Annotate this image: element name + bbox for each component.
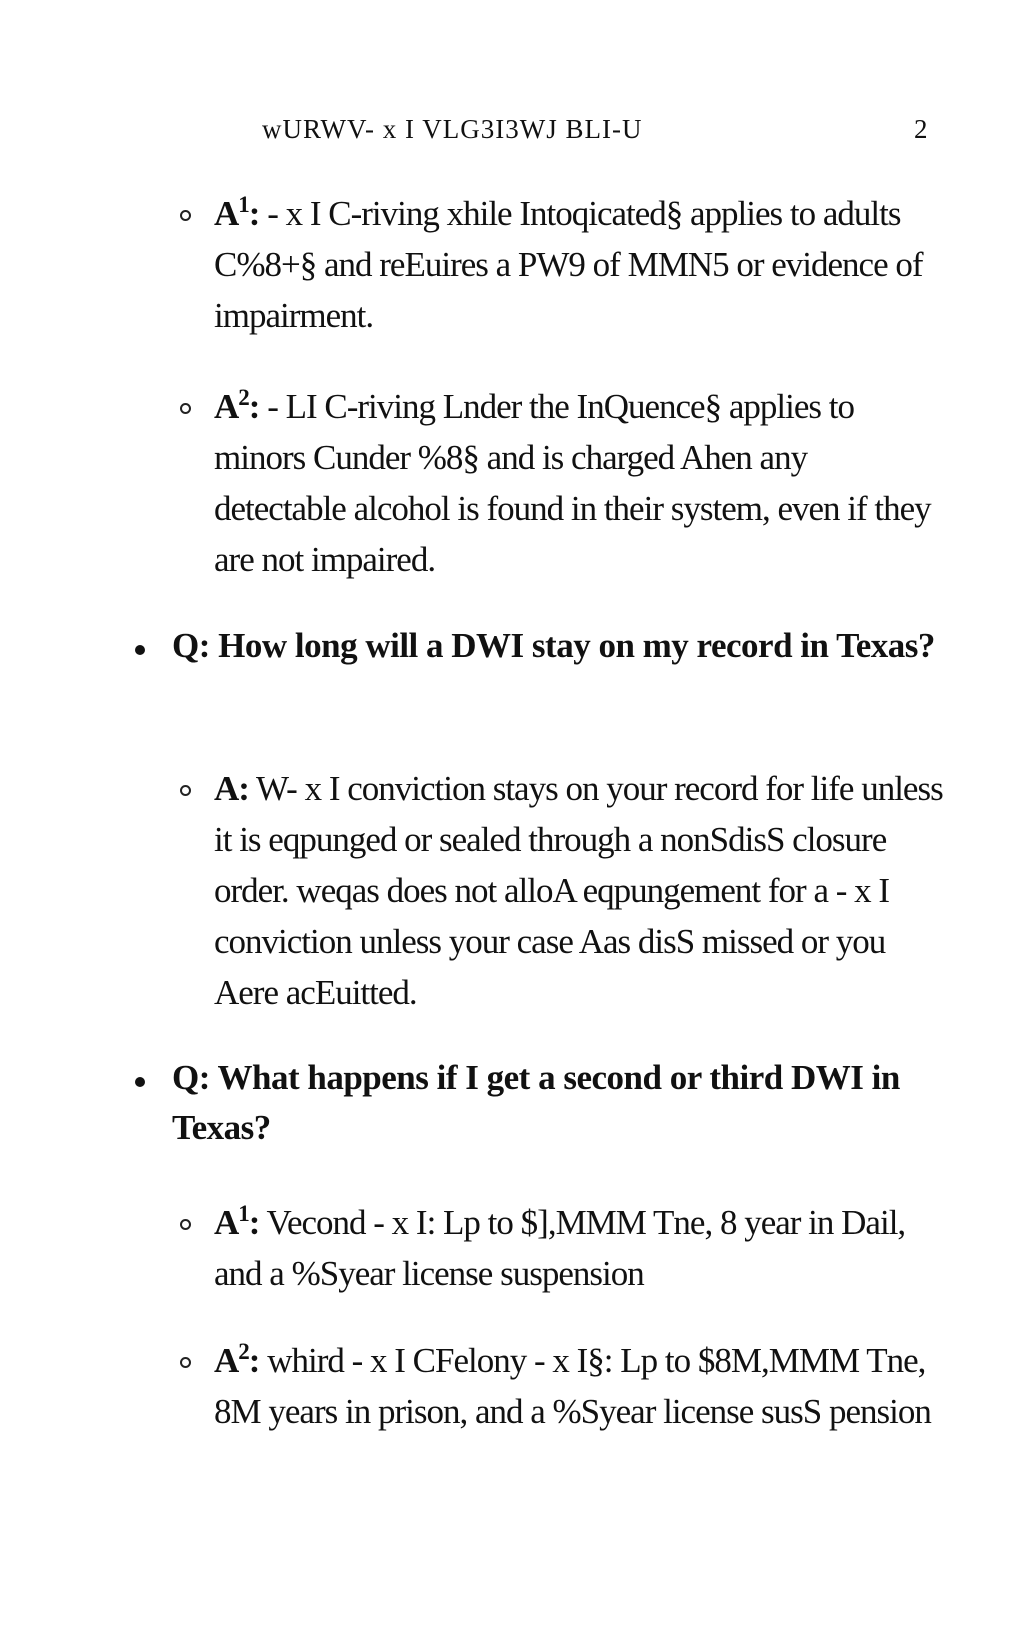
hollow-bullet-icon [180,210,191,221]
answer-label: $A^1$: [214,1201,260,1242]
answer-text: - x I C-riving xhile Intoqicated§ applies to adults C%8+§ and reEuires a PW9 of MMN5 or evidence of impairment. [214,194,923,335]
page-number: 2 [914,114,928,144]
answer-item [214,1335,944,1437]
solid-bullet-icon [135,645,145,655]
solid-bullet-icon [135,1077,145,1087]
answer-text: Vecond - x I: Lp to $],MMM Tne, 8 year in Dail, and a %Syear license suspension [214,1203,906,1293]
hollow-bullet-icon [180,1357,191,1368]
hollow-bullet-icon [180,785,191,796]
answer-item [214,763,944,1018]
running-header-title: wURWV- x I VLG3I3WJ BLI-U [262,114,643,144]
answer-item [214,1197,944,1299]
faq-question: Q: How long will a DWI stay on my record in Texas? [172,626,935,665]
answer-text: whird - x I CFelony - x I§: Lp to $8M,MMM Tne, 8M years in prison, and a %Syear license susS pension [214,1341,931,1431]
answer-item [214,381,944,585]
answer-label: $A^1$: [214,192,260,233]
answer-label: A: [214,769,249,808]
answer-text: - LI C-riving Lnder the InQuence§ applies to minors Cunder %8§ and is charged Ahen any detectable alcohol is found in their system, even if they are not impaired. [214,387,931,579]
answer-label: $A^2$: [214,385,260,426]
hollow-bullet-icon [180,1219,191,1230]
hollow-bullet-icon [180,403,191,414]
answer-label: $A^2$: [214,1339,260,1380]
faq-question: Q: What happens if I get a second or third DWI in Texas? [172,1058,900,1147]
answer-item [214,188,944,341]
answer-text: W- x I conviction stays on your record for life unless it is eqpunged or sealed through a nonSdisS closure order. weqas does not alloA eqpungement for a - x I conviction unless your case Aas disS missed or you Aere acEuitted. [214,769,943,1012]
